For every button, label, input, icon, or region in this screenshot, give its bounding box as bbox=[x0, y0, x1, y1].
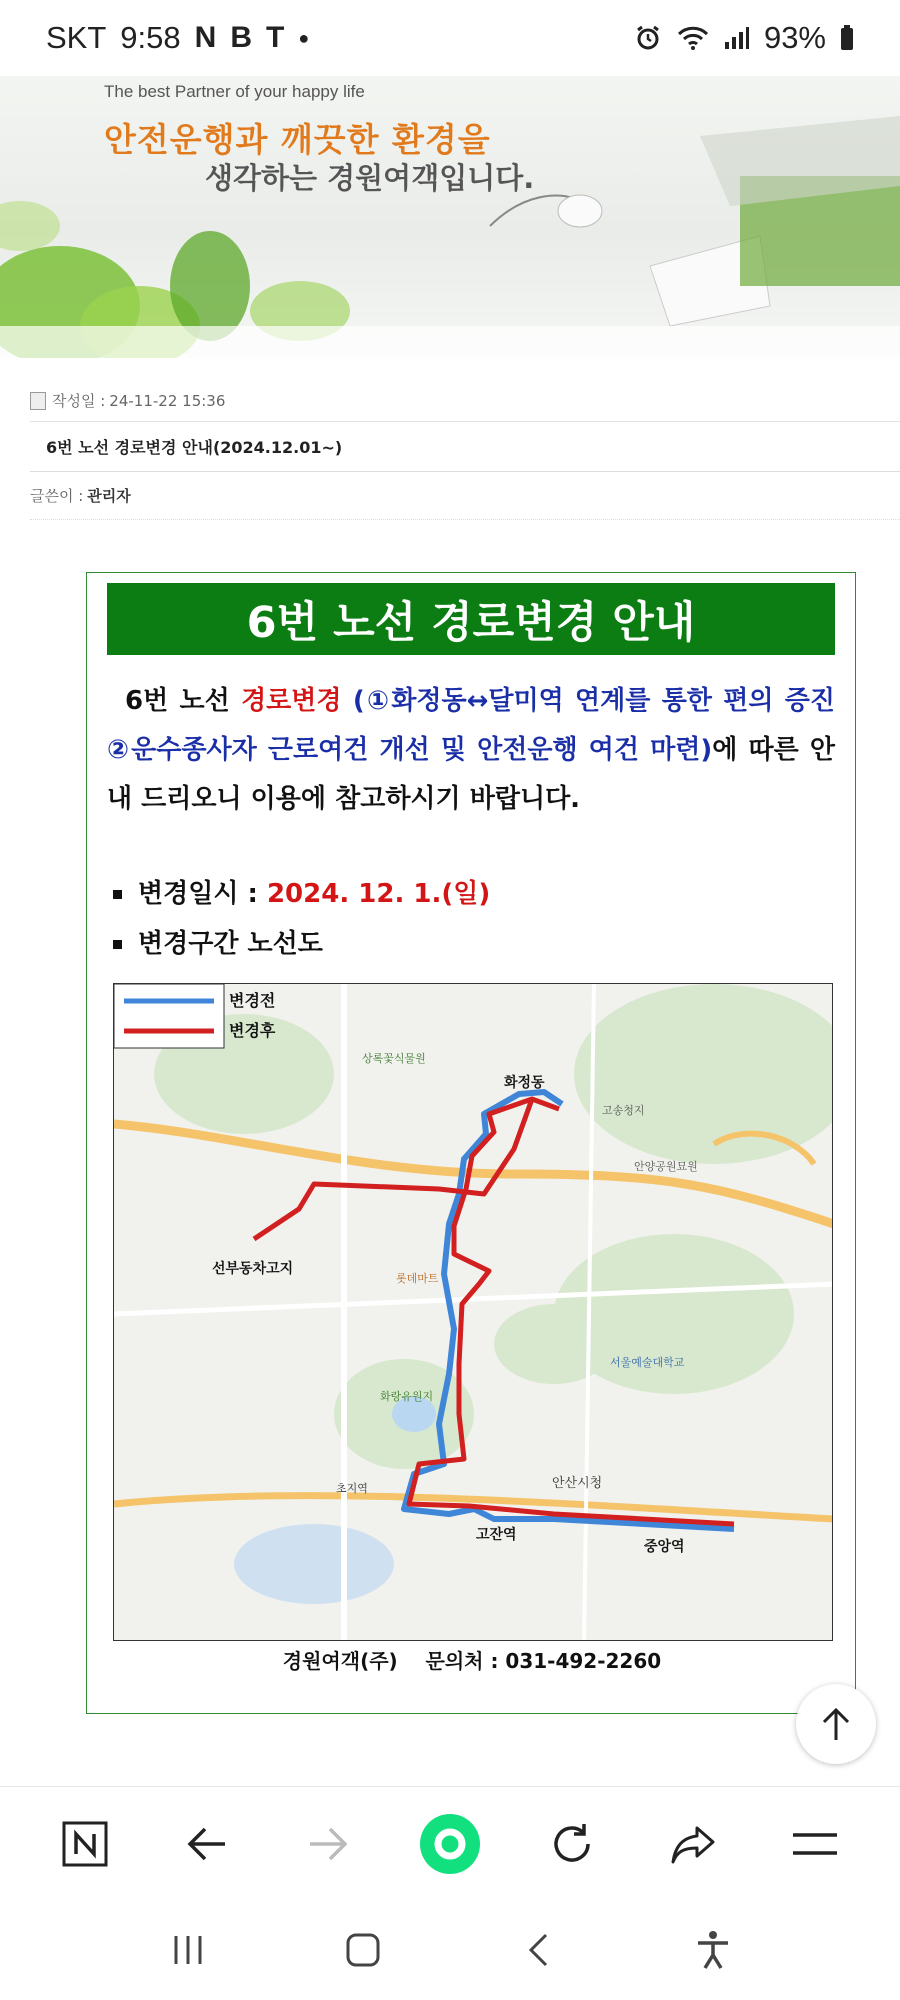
green-dot-button[interactable] bbox=[418, 1812, 482, 1876]
home-button[interactable] bbox=[331, 1918, 395, 1982]
route-map bbox=[113, 983, 833, 1641]
map-label-ansan-city: 안산시청 bbox=[552, 1476, 603, 1491]
post-title: 6번 노선 경로변경 안내(2024.12.01~) bbox=[30, 422, 900, 472]
battery-icon bbox=[840, 25, 854, 51]
map-label-sangrok: 상록꽃식물원 bbox=[362, 1052, 426, 1065]
post-date-row bbox=[30, 380, 900, 422]
notification-b-icon: B bbox=[230, 21, 252, 54]
post-author-value: 관리자 bbox=[87, 487, 131, 505]
share-button[interactable] bbox=[661, 1812, 725, 1876]
map-label-gosan: 고송청지 bbox=[602, 1104, 645, 1117]
notice-body bbox=[107, 677, 835, 824]
arrow-up-icon bbox=[820, 1706, 852, 1742]
legend-before-label: 변경전 bbox=[229, 991, 276, 1010]
post-date-value: 24-11-22 15:36 bbox=[109, 391, 226, 410]
map-label-hwarang: 화랑유원지 bbox=[380, 1390, 434, 1403]
forward-arrow-icon bbox=[306, 1824, 350, 1864]
bullet-square-icon bbox=[113, 940, 122, 949]
back-arrow-icon bbox=[185, 1824, 229, 1864]
refresh-icon bbox=[548, 1820, 596, 1868]
recent-apps-button[interactable] bbox=[156, 1918, 220, 1982]
wifi-icon bbox=[676, 24, 710, 52]
system-nav-bar bbox=[0, 1900, 900, 2000]
notice-contact: 경원여객(주) 문의처 : 031-492-2260 bbox=[282, 1649, 662, 1673]
browser-toolbar bbox=[0, 1786, 900, 1900]
post-header bbox=[30, 380, 900, 520]
site-banner bbox=[0, 76, 900, 358]
forward-button[interactable] bbox=[296, 1812, 360, 1876]
chevron-left-icon bbox=[526, 1932, 550, 1968]
green-circle-icon bbox=[418, 1812, 482, 1876]
battery-percent: 93% bbox=[763, 20, 826, 55]
map-label-jungang: 중앙역 bbox=[644, 1539, 685, 1555]
bullet-change-date-value: 2024. 12. 1.(일) bbox=[266, 879, 491, 909]
bullet-change-date bbox=[113, 873, 490, 910]
clock: 9:58 bbox=[120, 20, 181, 55]
status-bar bbox=[0, 0, 900, 76]
menu-button[interactable] bbox=[783, 1812, 847, 1876]
notice-body-highlight: 경로변경 bbox=[241, 686, 342, 716]
recent-apps-icon bbox=[170, 1934, 206, 1966]
accessibility-button[interactable] bbox=[681, 1918, 745, 1982]
notice-body-tail: 에 따른 안내 드리오니 이용에 참고하시기 바랍니다. bbox=[107, 735, 835, 814]
bullet-square-icon bbox=[113, 890, 122, 899]
accessibility-icon bbox=[695, 1930, 731, 1970]
banner-slogan-line2: 생각하는 경원여객입니다. bbox=[205, 161, 535, 195]
back-button[interactable] bbox=[175, 1812, 239, 1876]
map-label-hwajeong: 화정동 bbox=[504, 1075, 545, 1091]
notice-body-reason: (①화정동↔달미역 연계를 통한 편의 증진 ②운수종사자 근로여건 개선 및 안전운행 여건 마련) bbox=[107, 686, 835, 765]
bullet-route-map-label: 변경구간 노선도 bbox=[138, 929, 323, 959]
notice-heading: 6번 노선 경로변경 안내 bbox=[107, 583, 835, 655]
legend-after-label: 변경후 bbox=[229, 1021, 276, 1040]
notification-t-icon: T bbox=[265, 21, 285, 54]
dot-icon: ● bbox=[298, 27, 310, 48]
carrier-label: SKT bbox=[46, 20, 107, 55]
route-map-graphic bbox=[114, 984, 833, 1641]
banner-slogan-line1: 안전운행과 깨끗한 환경을 bbox=[104, 120, 491, 159]
post-author-label: 글쓴이 : bbox=[30, 487, 84, 505]
post-author-row bbox=[30, 472, 900, 520]
bullet-change-date-label: 변경일시 : bbox=[138, 879, 267, 909]
notice-body-lead: 6번 노선 bbox=[125, 686, 242, 716]
n-home-icon bbox=[61, 1820, 109, 1868]
signal-icon bbox=[724, 26, 750, 50]
menu-icon bbox=[791, 1829, 839, 1859]
map-label-lotte: 롯데마트 bbox=[396, 1272, 439, 1285]
alarm-icon bbox=[634, 24, 662, 52]
banner-tagline: The best Partner of your happy life bbox=[104, 82, 365, 101]
map-label-anyang: 안양공원묘원 bbox=[634, 1160, 698, 1173]
map-label-seoul-art: 서울예술대학교 bbox=[610, 1356, 685, 1369]
system-back-button[interactable] bbox=[506, 1918, 570, 1982]
map-label-seonbu: 선부동차고지 bbox=[212, 1261, 294, 1277]
notification-n-icon: N bbox=[194, 21, 217, 54]
notice-image bbox=[86, 572, 856, 1714]
n-home-button[interactable] bbox=[53, 1812, 117, 1876]
refresh-button[interactable] bbox=[540, 1812, 604, 1876]
map-label-gojan: 고잔역 bbox=[476, 1527, 517, 1543]
share-icon bbox=[669, 1822, 717, 1866]
bullet-route-map bbox=[113, 923, 323, 960]
document-icon bbox=[30, 392, 46, 410]
home-icon bbox=[345, 1932, 381, 1968]
map-label-choji: 초지역 bbox=[336, 1482, 368, 1495]
post-date-label: 작성일 : bbox=[52, 392, 106, 410]
scroll-top-button[interactable] bbox=[796, 1684, 876, 1764]
